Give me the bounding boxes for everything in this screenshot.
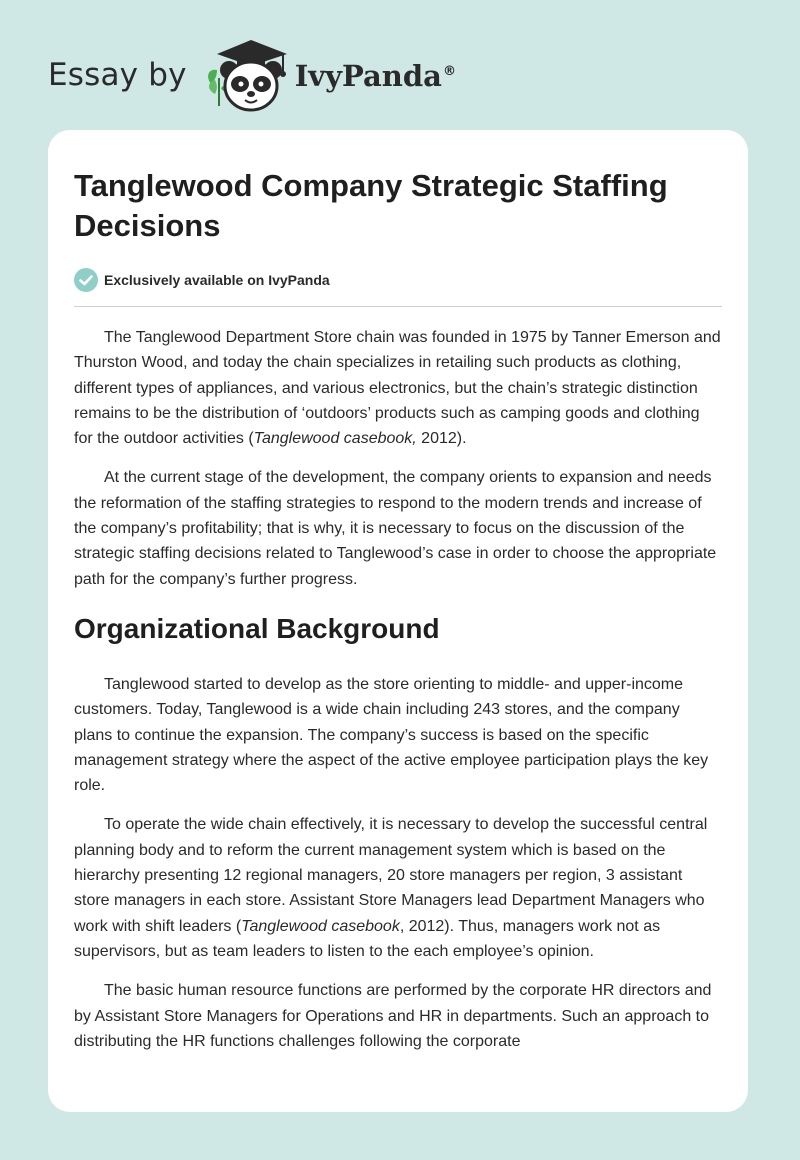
article-card bbox=[48, 130, 748, 1112]
brand-prefix: Essay by bbox=[48, 57, 187, 93]
citation: Tanglewood casebook, bbox=[253, 430, 417, 448]
paragraph-1: The Tanglewood Department Store chain was founded in 1975 by Tanner Emerson and Thurston Wood, and today the chain specializes in retailing such products as clothing, different types of appliances, and various electronics, but the chain’s strategic distinction remains to be the distribution of ‘outdoors’ products such as camping goods and clothing for the outdoor activities (Tanglewood casebook, 2012). bbox=[74, 329, 721, 448]
exclusive-badge bbox=[74, 268, 722, 307]
registered-mark: ® bbox=[442, 64, 456, 80]
paragraph-5: The basic human resource functions are performed by the corporate HR directors and by Assistant Store Managers for Operations and HR in departments. Such an approach to distributing the HR functions challenges following the corporate bbox=[74, 982, 712, 1050]
paragraph-3: Tanglewood started to develop as the store orienting to middle- and upper-income customers. Today, Tanglewood is a wide chain including 243 stores, and the company plans to continue the expansion. The company’s success is based on the specific management strategy where the aspect of the active employee participation plays the key role. bbox=[74, 675, 709, 795]
section-heading: Organizational Background bbox=[74, 612, 440, 644]
article-title: Tanglewood Company Strategic Staffing Decisions bbox=[74, 168, 668, 243]
check-badge-icon bbox=[74, 268, 98, 292]
paragraph-2: At the current stage of the development, the company orients to expansion and needs the reformation of the staffing strategies to respond to the modern trends and increase of the company’s profitability; that is why, it is necessary to focus on the discussion of the strategic staffing decisions related to Tanglewood’s case in order to choose the appropriate path for the company’s further progress. bbox=[74, 469, 717, 588]
site-brand[interactable] bbox=[48, 34, 456, 114]
exclusive-label: Exclusively available on IvyPanda bbox=[104, 272, 330, 288]
panda-logo-icon bbox=[203, 34, 293, 114]
paragraph-4: To operate the wide chain effectively, it is necessary to develop the successful central planning body and to reform the current management system which is based on the hierarchy presenting 12 regional managers, 20 store managers per region, 3 assistant store managers in each store. Assistant Store Managers lead Department Managers who work with shift leaders (Tanglewood casebook, 2012). Thus, managers work not as supervisors, but as team leaders to listen to the each employee’s opinion. bbox=[74, 816, 708, 960]
brand-name: IvyPanda® bbox=[294, 59, 456, 93]
citation: Tanglewood casebook bbox=[241, 917, 400, 935]
